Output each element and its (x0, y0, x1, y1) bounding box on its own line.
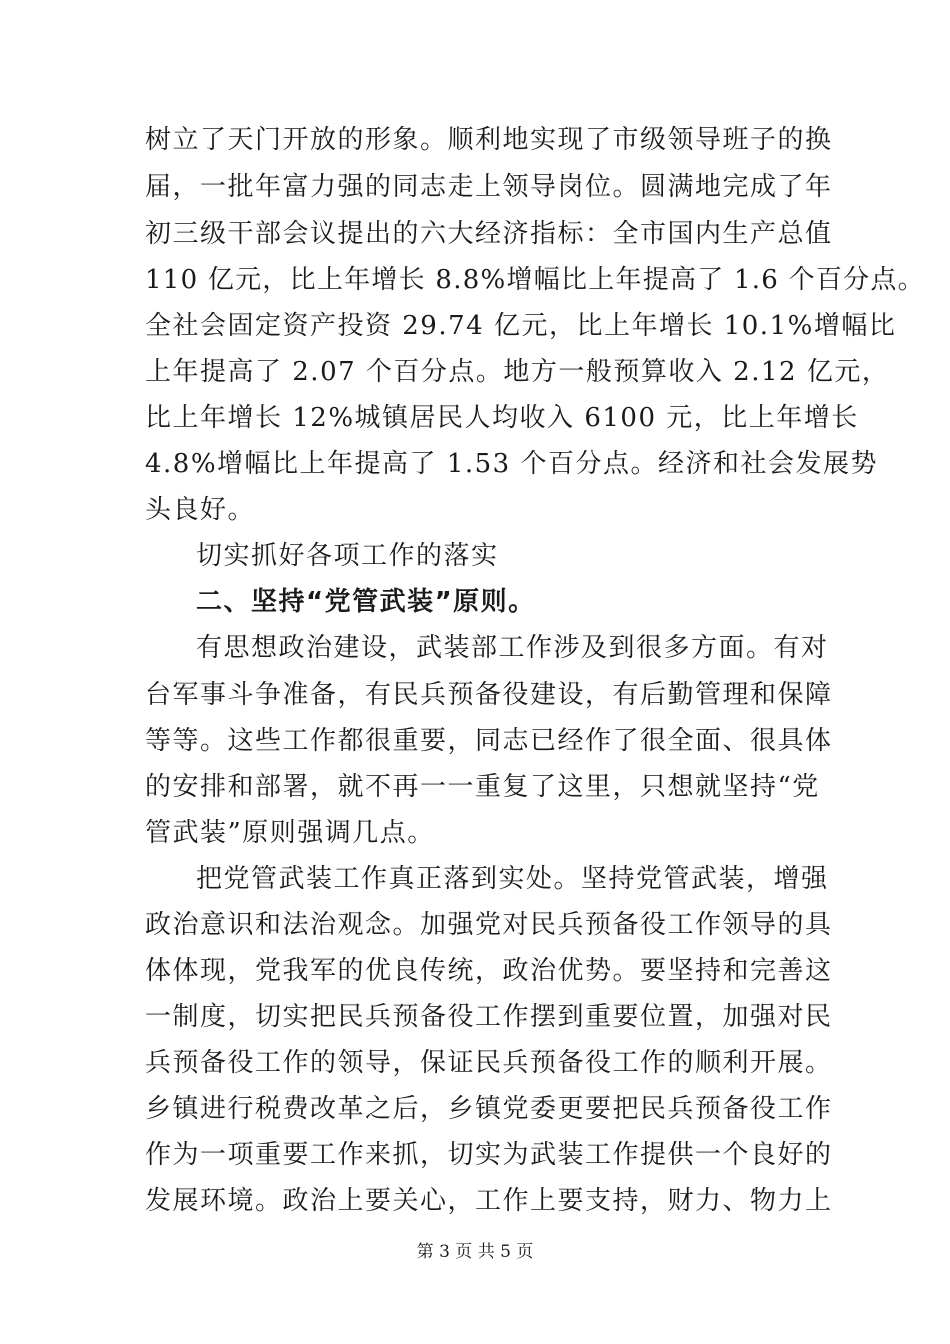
text-line: 兵预备役工作的领导，保证民兵预备役工作的顺利开展。 (145, 1048, 833, 1078)
page-footer: 第 3 页 共 5 页 (416, 1242, 534, 1262)
text-line: 比上年增长 12%城镇居民人均收入 6100 元，比上年增长 (145, 403, 859, 433)
text-line: 的安排和部署，就不再一一重复了这里，只想就坚持“党 (145, 772, 820, 802)
text-line: 发展环境。政治上要关心，工作上要支持，财力、物力上 (145, 1186, 833, 1216)
section-heading: 二、坚持“党管武装”原则。 (196, 587, 536, 617)
text-line: 全社会固定资产投资 29.74 亿元，比上年增长 10.1%增幅比 (145, 311, 897, 341)
text-line: 等等。这些工作都很重要，同志已经作了很全面、很具体 (145, 726, 833, 756)
text-line: 一制度，切实把民兵预备役工作摆到重要位置，加强对民 (145, 1002, 833, 1032)
text-line: 乡镇进行税费改革之后，乡镇党委更要把民兵预备役工作 (145, 1094, 833, 1124)
text-line: 把党管武装工作真正落到实处。坚持党管武装，增强 (196, 864, 829, 894)
text-line: 上年提高了 2.07 个百分点。地方一般预算收入 2.12 亿元， (145, 357, 890, 387)
text-line: 有思想政治建设，武装部工作涉及到很多方面。有对 (196, 633, 829, 663)
text-line: 体体现，党我军的优良传统，政治优势。要坚持和完善这 (145, 956, 833, 986)
text-line: 政治意识和法治观念。加强党对民兵预备役工作领导的具 (145, 910, 833, 940)
text-line: 4.8%增幅比上年提高了 1.53 个百分点。经济和社会发展势 (145, 449, 878, 479)
text-line: 作为一项重要工作来抓，切实为武装工作提供一个良好的 (145, 1140, 833, 1170)
text-line: 树立了天门开放的形象。顺利地实现了市级领导班子的换 (145, 125, 833, 155)
section-subtitle: 切实抓好各项工作的落实 (196, 541, 499, 571)
text-line: 管武装”原则强调几点。 (145, 818, 435, 848)
text-line: 初三级干部会议提出的六大经济指标：全市国内生产总值 (145, 219, 833, 249)
text-line: 台军事斗争准备，有民兵预备役建设，有后勤管理和保障 (145, 680, 833, 710)
text-line: 头良好。 (145, 495, 256, 525)
text-line: 届，一批年富力强的同志走上领导岗位。圆满地完成了年 (145, 172, 833, 202)
text-line: 110 亿元，比上年增长 8.8%增幅比上年提高了 1.6 个百分点。 (145, 265, 925, 295)
